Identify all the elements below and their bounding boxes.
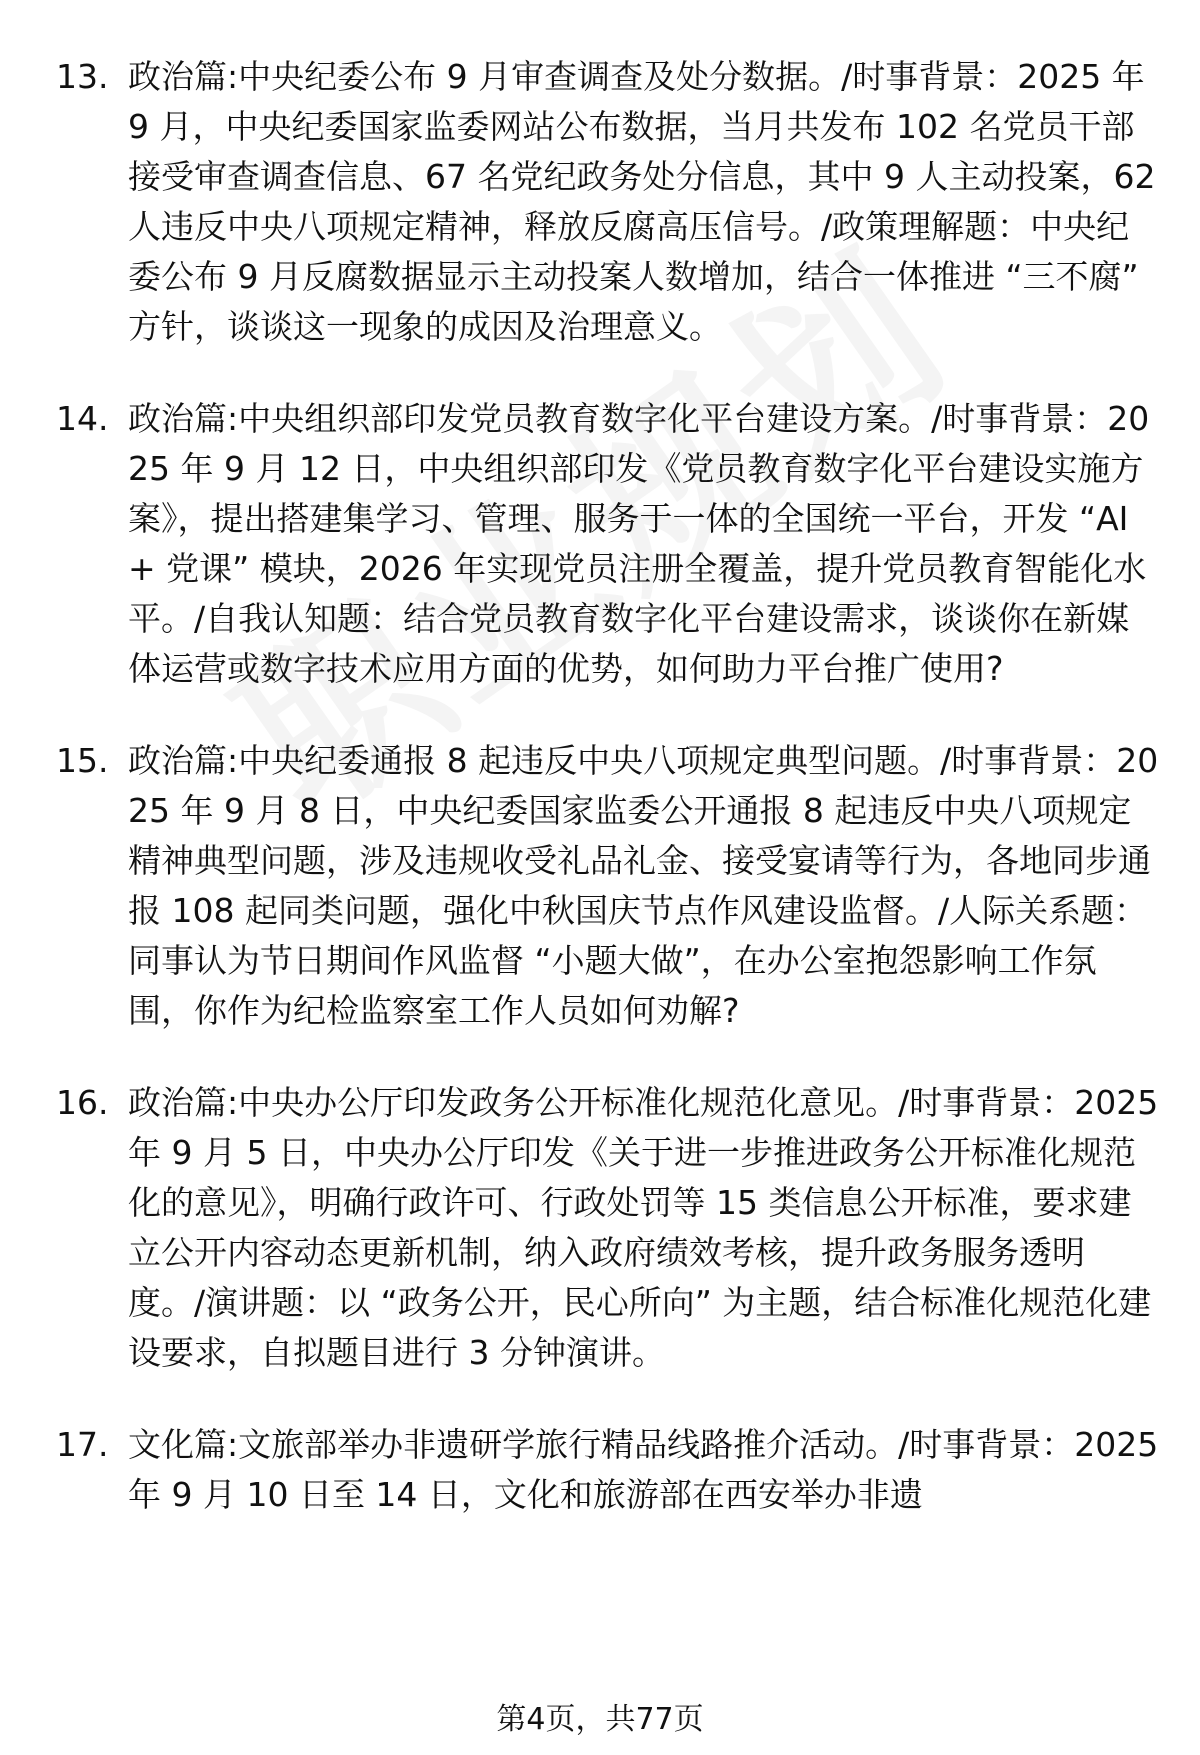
page-footer: 第4页，共77页 <box>496 1702 704 1737</box>
question-item-15 <box>0 736 1200 1036</box>
question-list <box>0 52 1200 1562</box>
question-item-16 <box>0 1078 1200 1378</box>
question-number: 17. <box>56 1425 109 1464</box>
question-item-13 <box>0 52 1200 352</box>
question-number: 14. <box>56 399 109 438</box>
question-text: 政治篇:中央纪委通报 8 起违反中央八项规定典型问题。/时事背景：2025 年 9 月 8 日，中央纪委国家监委公开通报 8 起违反中央八项规定精神典型问题，涉及违规收受礼品礼金、接受宴请等行为，各地同步通报 108 起同类问题，强化中秋国庆节点作风建设监督。/人际关系题：同事认为节日期间作风监督 “小题大做”，在办公室抱怨影响工作氛围，你作为纪检监察室工作人员如何劝解? <box>128 741 1159 1030</box>
question-number: 15. <box>56 741 109 780</box>
question-item-17 <box>0 1420 1200 1520</box>
question-text: 政治篇:中央纪委公布 9 月审查调查及处分数据。/时事背景：2025 年 9 月，中央纪委国家监委网站公布数据，当月共发布 102 名党员干部接受审查调查信息、67 名党纪政务处分信息，其中 9 人主动投案，62 人违反中央八项规定精神，释放反腐高压信号。/政策理解题：中央纪委公布 9 月反腐数据显示主动投案人数增加，结合一体推进 “三不腐” 方针，谈谈这一现象的成因及治理意义。 <box>128 57 1156 346</box>
question-text: 政治篇:中央办公厅印发政务公开标准化规范化意见。/时事背景：2025 年 9 月 5 日，中央办公厅印发《关于进一步推进政务公开标准化规范化的意见》，明确行政许可、行政处罚等 15 类信息公开标准，要求建立公开内容动态更新机制，纳入政府绩效考核，提升政务服务透明度。/演讲题：以 “政务公开，民心所向” 为主题，结合标准化规范化建设要求，自拟题目进行 3 分钟演讲。 <box>128 1083 1159 1372</box>
question-number: 13. <box>56 57 109 96</box>
question-text: 文化篇:文旅部举办非遗研学旅行精品线路推介活动。/时事背景：2025 年 9 月 10 日至 14 日，文化和旅游部在西安举办非遗 <box>128 1425 1159 1514</box>
question-text: 政治篇:中央组织部印发党员教育数字化平台建设方案。/时事背景：2025 年 9 月 12 日，中央组织部印发《党员教育数字化平台建设实施方案》，提出搭建集学习、管理、服务于一体的全国统一平台，开发 “AI + 党课” 模块，2026 年实现党员注册全覆盖，提升党员教育智能化水平。/自我认知题：结合党员教育数字化平台建设需求，谈谈你在新媒体运营或数字技术应用方面的优势，如何助力平台推广使用? <box>128 399 1150 688</box>
question-item-14 <box>0 394 1200 694</box>
question-number: 16. <box>56 1083 109 1122</box>
